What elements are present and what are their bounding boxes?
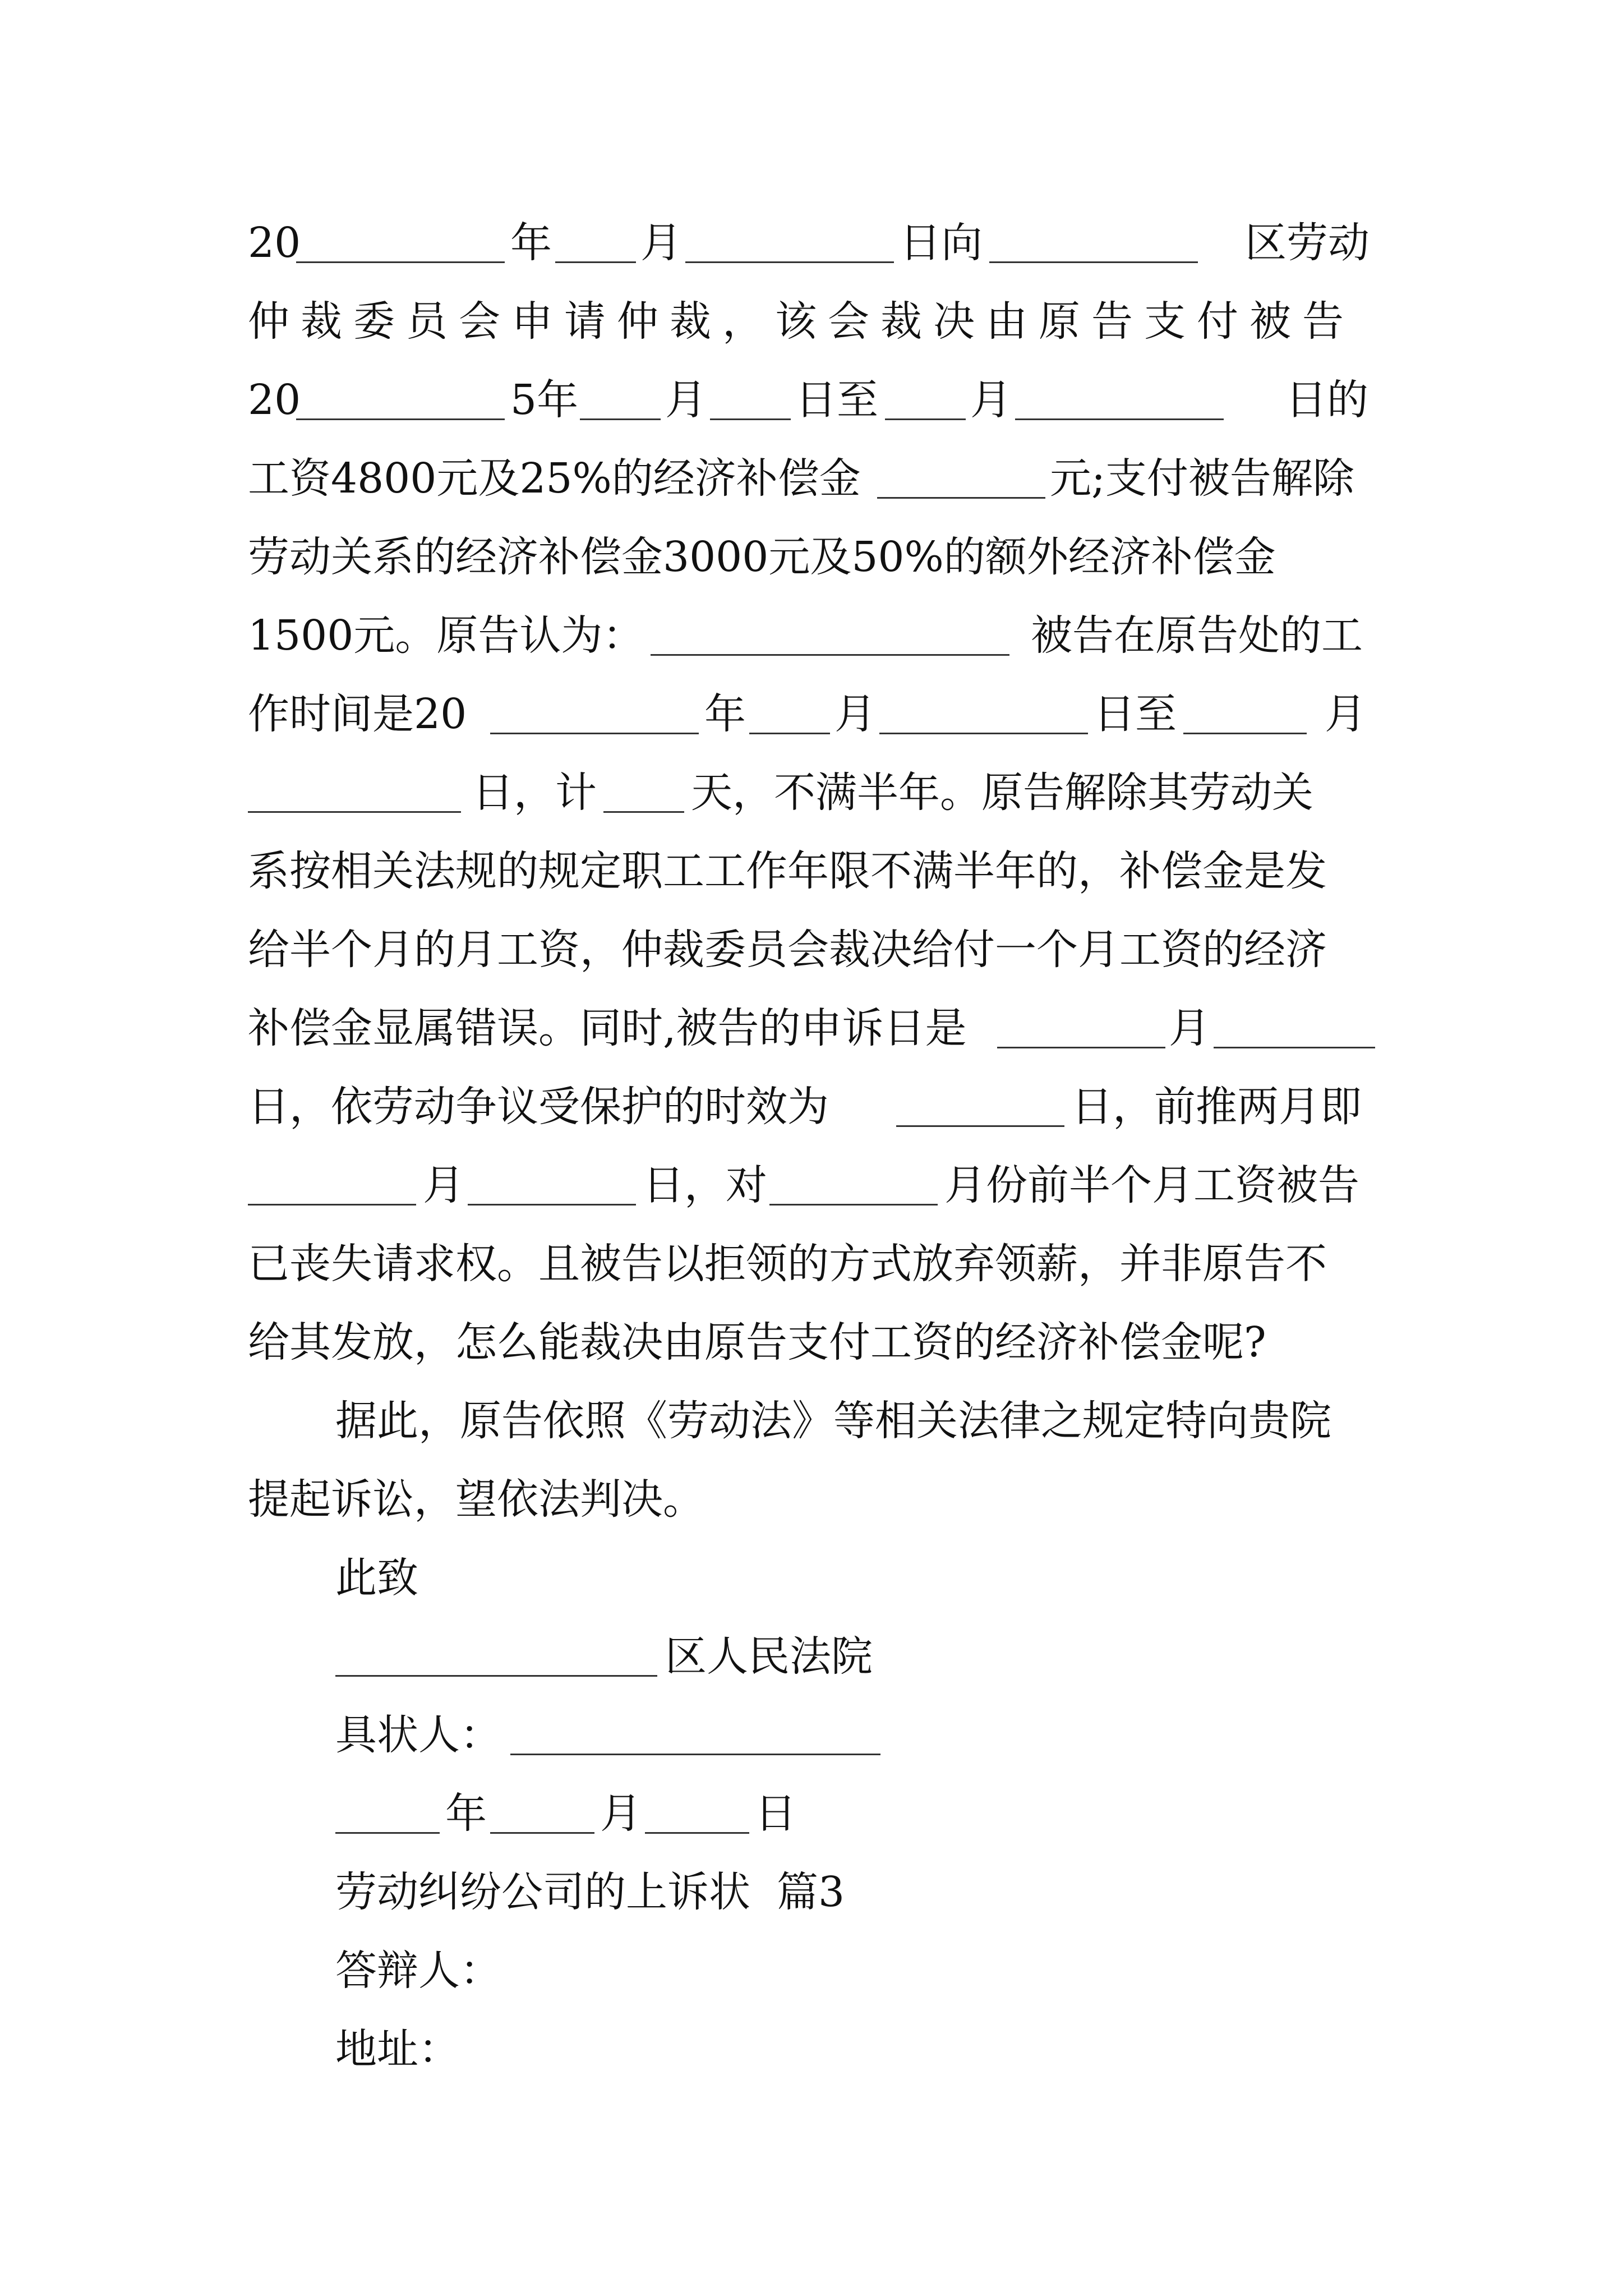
fill-blank [296, 381, 505, 420]
court-line [335, 1626, 1463, 1687]
fill-blank [645, 1795, 749, 1834]
fill-blank [896, 1088, 1064, 1127]
text-segment: 日至 [795, 376, 878, 424]
fill-blank [490, 696, 699, 734]
date-line [335, 1783, 1463, 1844]
signer-label: 具状人： [335, 1711, 501, 1759]
fill-blank [248, 1167, 416, 1205]
paragraph-line-14 [248, 1233, 1375, 1295]
text-segment: 补偿金显属错误。同时,被告的申诉日是 [248, 1004, 967, 1052]
salutation-text: 此致 [335, 1554, 418, 1602]
respondent-line [335, 1940, 1463, 2001]
text-segment: 日，前推两月即 [1071, 1083, 1362, 1131]
fill-blank [877, 460, 1045, 499]
date-day-label: 日 [755, 1789, 796, 1838]
paragraph-line-9 [248, 840, 1375, 902]
fill-blank [296, 224, 505, 263]
respondent-label: 答辩人： [335, 1947, 501, 1995]
fill-blank [335, 1638, 657, 1677]
text-segment: 作时间是20 [248, 690, 467, 738]
text-segment: 日至 [1094, 690, 1177, 738]
fill-blank [1214, 1010, 1375, 1048]
paragraph-line-6 [248, 605, 1375, 666]
fill-blank [1183, 696, 1307, 734]
text-segment: 给半个月的月工资，仲裁委员会裁决给付一个月工资的经济 [248, 926, 1327, 974]
text-segment: 仲裁委员会申请仲裁，该会裁决由原告支付被告 [248, 297, 1355, 346]
paragraph-line-11 [248, 997, 1375, 1059]
fill-blank [1015, 381, 1224, 420]
text-segment: 月 [970, 376, 1012, 424]
text-segment: 区劳动 [1245, 219, 1370, 267]
paragraph-line-7 [248, 683, 1375, 745]
paragraph-line-2 [248, 291, 1375, 352]
text-segment: 已丧失请求权。且被告以拒领的方式放弃领薪，并非原告不 [248, 1240, 1327, 1288]
paragraph-line-4 [248, 448, 1375, 509]
text-segment: 1500元。原告认为： [248, 611, 644, 660]
paragraph-line-16 [335, 1390, 1375, 1452]
text-segment: 日的 [1285, 376, 1368, 424]
text-segment: 年 [704, 690, 746, 738]
text-segment: 20 [248, 376, 301, 424]
text-segment: 日，计 [472, 769, 597, 817]
text-segment: 月 [834, 690, 876, 738]
paragraph-line-1 [248, 212, 1375, 274]
fill-blank [997, 1010, 1165, 1048]
fill-blank [335, 1795, 440, 1834]
fill-blank [468, 1167, 636, 1205]
text-segment: 工资4800元及25%的经济补偿金 [248, 454, 861, 503]
text-segment: 据此，原告依照《劳动法》等相关法律之规定特向贵院 [335, 1397, 1331, 1445]
text-segment: 给其发放，怎么能裁决由原告支付工资的经济补偿金呢? [248, 1318, 1266, 1366]
section-title [335, 1861, 1463, 1923]
paragraph-line-3 [248, 369, 1375, 431]
fill-blank [580, 381, 661, 420]
text-segment: 提起诉讼，望依法判决。 [248, 1475, 704, 1524]
text-segment: 月 [640, 219, 682, 267]
date-year-label: 年 [445, 1789, 487, 1838]
address-line [335, 2018, 1463, 2080]
fill-blank [651, 617, 1009, 656]
text-segment: 月 [665, 376, 707, 424]
salutation [335, 1547, 1463, 1609]
text-segment: 年 [510, 219, 552, 267]
fill-blank [603, 774, 684, 813]
signer-line [335, 1704, 1463, 1766]
text-segment: 被告在原告处的工 [1031, 611, 1363, 660]
text-segment: 月 [423, 1161, 464, 1209]
text-segment: 日，对 [643, 1161, 767, 1209]
date-month-label: 月 [600, 1789, 642, 1838]
fill-blank [749, 696, 830, 734]
text-segment: 日，依劳动争议受保护的时效为 [248, 1083, 829, 1131]
text-segment: 系按相关法规的规定职工工作年限不满半年的，补偿金是发 [248, 847, 1327, 895]
text-segment: 月份前半个月工资被告 [944, 1161, 1359, 1209]
paragraph-line-15 [248, 1312, 1375, 1373]
text-segment: 月 [1325, 690, 1366, 738]
text-segment: 劳动关系的经济补偿金3000元及50%的额外经济补偿金 [248, 533, 1276, 581]
fill-blank [555, 224, 636, 263]
text-segment: 5年 [510, 376, 579, 424]
paragraph-line-13 [248, 1154, 1375, 1216]
text-segment: 日向 [900, 219, 983, 267]
fill-blank [490, 1795, 594, 1834]
fill-blank [510, 1717, 880, 1755]
text-segment: 月 [1169, 1004, 1210, 1052]
fill-blank [885, 381, 966, 420]
fill-blank [769, 1167, 938, 1205]
paragraph-line-5 [248, 526, 1375, 588]
fill-blank [879, 696, 1088, 734]
text-segment: 元;支付被告解除 [1050, 454, 1354, 503]
fill-blank [248, 774, 461, 813]
section-title-text: 劳动纠纷公司的上诉状 篇3 [335, 1868, 845, 1916]
paragraph-line-12 [248, 1076, 1375, 1138]
paragraph-line-10 [248, 919, 1375, 981]
court-name: 区人民法院 [665, 1632, 873, 1681]
fill-blank [710, 381, 791, 420]
text-segment: 20 [248, 219, 301, 267]
fill-blank [989, 224, 1198, 263]
paragraph-line-17 [248, 1469, 1375, 1530]
text-segment: 天，不满半年。原告解除其劳动关 [691, 769, 1313, 817]
paragraph-line-8 [248, 762, 1375, 823]
address-label: 地址： [335, 2025, 460, 2073]
fill-blank [685, 224, 894, 263]
